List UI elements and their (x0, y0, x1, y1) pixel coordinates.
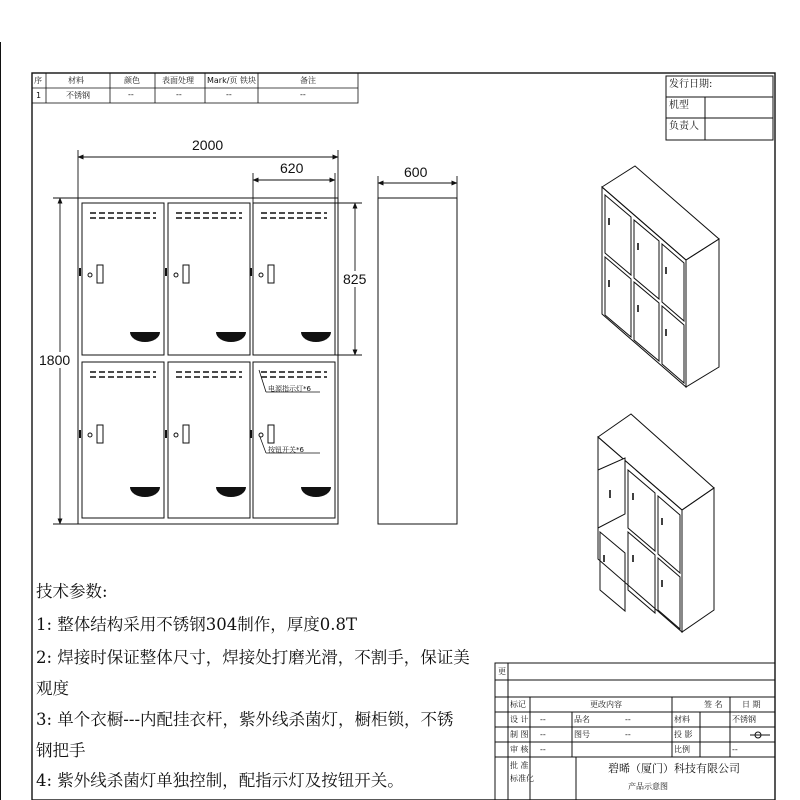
table-cell-remark: -- (300, 90, 306, 99)
dim-total-height: 1800 (39, 352, 71, 368)
note-line-3b: 钢把手 (36, 741, 86, 760)
owner-label: 负责人 (669, 121, 699, 132)
dimension-lines (53, 150, 457, 524)
side-view (378, 198, 457, 524)
table-cell-mark: -- (226, 90, 232, 99)
tb-drawing-no: 图号 (574, 730, 590, 739)
table-header-no: 序 (34, 76, 42, 85)
iso-view-open (598, 414, 714, 632)
tb-change: 更 (498, 667, 506, 676)
tb-scale: 比例 (674, 745, 690, 754)
tb-material: 材料 (674, 715, 690, 724)
table-header-material: 材料 (68, 76, 84, 85)
tb-date: 日 期 (742, 700, 761, 709)
dim-depth: 600 (404, 164, 428, 180)
tb-drawing-type: 产品示意图 (628, 782, 668, 791)
tb-design: 设 计 (510, 715, 529, 724)
tb-standard: 标准化 (510, 774, 534, 783)
callout-indicator-lamp: 电源指示灯*6 (268, 385, 311, 393)
note-line-3: 3: 单个衣橱---内配挂衣杆，紫外线杀菌灯，橱柜锁，不锈 (36, 710, 454, 729)
tb-sign: 签 名 (704, 700, 723, 709)
dim-door-height: 825 (343, 271, 367, 287)
tb-product-value: -- (625, 715, 631, 724)
iso-view-closed (602, 166, 719, 387)
table-header-remark: 备注 (300, 76, 316, 85)
note-line-1: 1: 整体结构采用不锈钢304制作，厚度0.8T (36, 615, 358, 634)
note-line-4: 4: 紫外线杀菌灯单独控制，配指示灯及按钮开关。 (36, 771, 404, 790)
table-header-surface: 表面处理 (162, 76, 194, 85)
tb-change-content: 更改内容 (590, 700, 622, 709)
tb-check-value: -- (540, 745, 546, 754)
note-line-2: 2: 焊接时保证整体尺寸，焊接处打磨光滑，不割手，保证美 (36, 648, 470, 667)
tb-draw: 制 图 (510, 730, 529, 739)
table-header-mark: Mark/页 (207, 76, 238, 85)
tb-product-name: 品名 (574, 715, 590, 724)
note-line-2b: 观度 (36, 679, 69, 698)
tb-drawing-no-value: -- (625, 730, 631, 739)
table-cell-color: -- (128, 90, 134, 99)
front-view (78, 198, 338, 524)
tb-draw-value: -- (540, 730, 546, 739)
table-header-block: 铁块 (240, 76, 256, 85)
dim-door-width: 620 (280, 160, 304, 176)
tb-projection: 投 影 (674, 730, 693, 739)
dim-total-width: 2000 (192, 137, 224, 153)
table-cell-surface: -- (176, 90, 182, 99)
tb-approve: 批 准 (510, 761, 529, 770)
table-header-color: 颜色 (124, 76, 140, 85)
table-cell-no: 1 (36, 91, 42, 100)
tb-design-value: -- (540, 715, 546, 724)
tb-material-value: 不锈钢 (732, 715, 756, 724)
release-date-label: 发行日期: (669, 79, 713, 90)
tb-company: 碧晞（厦门）科技有限公司 (608, 762, 740, 775)
callout-button-switch: 按钮开关*6 (268, 446, 304, 454)
notes-heading: 技术参数: (36, 582, 108, 601)
title-block-lines (495, 663, 775, 800)
model-label: 机型 (669, 100, 689, 111)
tb-mark: 标记 (510, 700, 526, 709)
tb-check: 审 核 (510, 745, 529, 754)
table-cell-material: 不锈钢 (66, 91, 90, 100)
tb-scale-value: -- (732, 745, 738, 754)
drawing-frame (0, 42, 775, 800)
